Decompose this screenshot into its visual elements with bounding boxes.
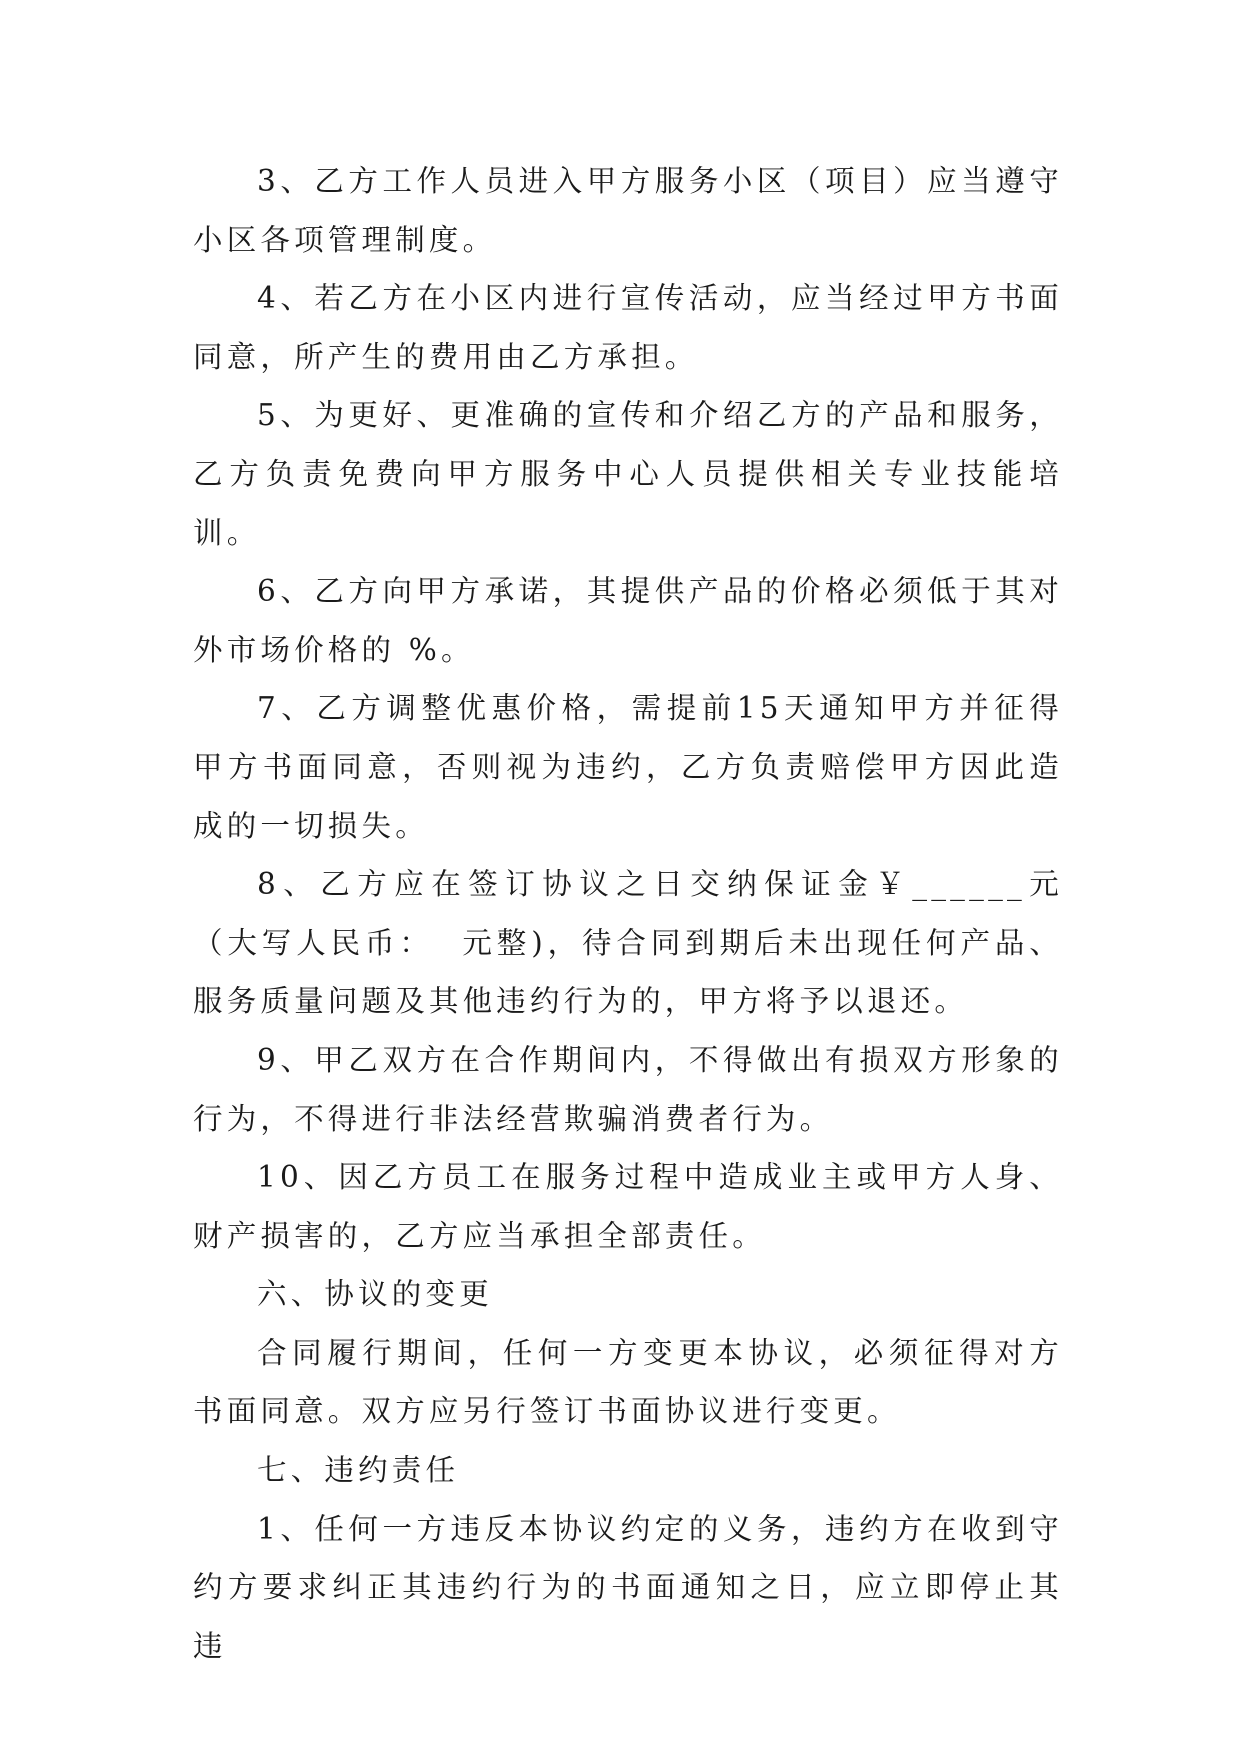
clause-9-paragraph: 9、甲乙双方在合作期间内，不得做出有损双方形象的行为，不得进行非法经营欺骗消费者行为。 <box>193 1042 1063 1136</box>
section-7-clause-1-paragraph: 1、任何一方违反本协议约定的义务，违约方在收到守约方要求纠正其违约行为的书面通知之日，应立即停止其违 <box>193 1511 1063 1663</box>
clause-3-paragraph: 3、乙方工作人员进入甲方服务小区（项目）应当遵守小区各项管理制度。 <box>193 164 1063 257</box>
clause-5-paragraph: 5、为更好、更准确的宣传和介绍乙方的产品和服务，乙方负责免费向甲方服务中心人员提供相关专业技能培训。 <box>193 398 1063 550</box>
section-7-heading: 七、违约责任 <box>257 1453 460 1488</box>
clause-7-paragraph: 7、乙方调整优惠价格，需提前15天通知甲方并征得甲方书面同意，否则视为违约，乙方负责赔偿甲方因此造成的一切损失。 <box>193 691 1063 843</box>
section-6-heading: 六、协议的变更 <box>257 1277 493 1312</box>
clause-6-paragraph: 6、乙方向甲方承诺，其提供产品的价格必须低于其对外市场价格的 %。 <box>193 574 1063 667</box>
clause-4-paragraph: 4、若乙方在小区内进行宣传活动，应当经过甲方书面同意，所产生的费用由乙方承担。 <box>193 281 1063 374</box>
clause-8-paragraph: 8、乙方应在签订协议之日交纳保证金￥______元（大写人民币： 元整)，待合同到期后未出现任何产品、服务质量问题及其他违约行为的，甲方将予以退还。 <box>193 867 1063 1019</box>
document-body <box>193 152 1063 1675</box>
section-6-body-paragraph: 合同履行期间，任何一方变更本协议，必须征得对方书面同意。双方应另行签订书面协议进行变更。 <box>193 1335 1063 1429</box>
clause-10-paragraph: 10、因乙方员工在服务过程中造成业主或甲方人身、财产损害的，乙方应当承担全部责任。 <box>193 1160 1063 1253</box>
